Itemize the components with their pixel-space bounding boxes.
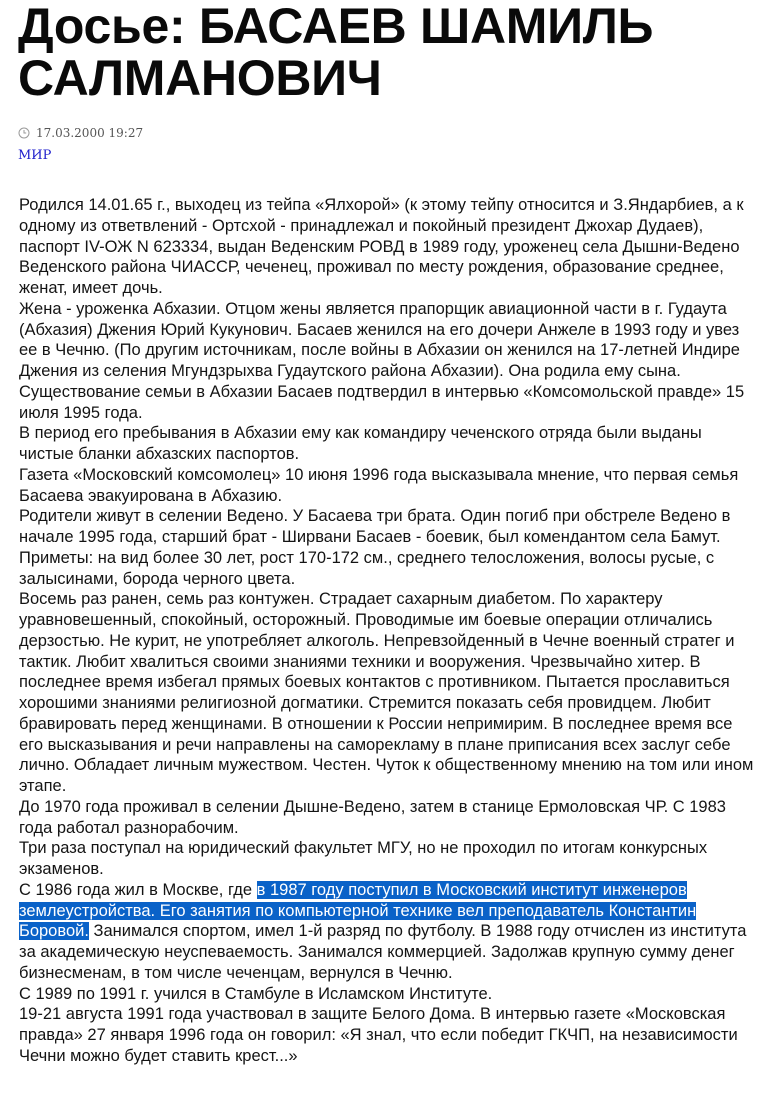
article-datetime: 17.03.2000 19:27 [36, 126, 144, 140]
paragraph-10-start: С 1986 года жил в Москве, где [19, 880, 257, 899]
paragraph-3: В период его пребывания в Абхазии ему как командиру чеченского отряда были выданы чистые бланки абхазских паспортов. [19, 424, 702, 463]
paragraph-5: Родители живут в селении Ведено. У Басаева три брата. Один погиб при обстреле Ведено в начале 1995 года, старший брат - Ширвани Басаев - боевик, был комендантом села Бамут. [19, 507, 731, 546]
paragraph-7: Восемь раз ранен, семь раз контужен. Страдает сахарным диабетом. По характеру уравновешенный, спокойный, осторожный. Проводимые им боевые операции отличались дерзостью. Не курит, не употребляет алкоголь. Непревзойденный в Чечне военный стратег и тактик. Любит хвалиться своими знаниями техники и вооружения. Чрезвычайно хитер. В последнее время избегал прямых боевых контактов с противником. Пытается прославиться хорошими знаниями религиозной догматики. Стремится показать себя провидцем. Любит бравировать перед женщинами. В отношении к России непримирим. В последнее время все его высказывания и речи направлены на саморекламу в плане приписания всех заслуг себе лично. Обладает личным мужеством. Честен. Чуток к общественному мнению на том или ином этапе. [19, 590, 754, 795]
paragraph-10 [19, 880, 759, 984]
paragraph-8: До 1970 года проживал в селении Дышне-Ведено, затем в станице Ермоловская ЧР. С 1983 года работал разнорабочим. [19, 797, 726, 837]
paragraph-1: Родился 14.01.65 г., выходец из тейпа «Ялхорой» (к этому тейпу относится и З.Яндарбиев, а к одному из ответвлений - Ортсхой - принадлежал и покойный президент Джохар Дудаев), паспорт IV-ОЖ N 623334, выдан Веденским РОВД в 1989 году, уроженец села Дышни-Ведено Веденского района ЧИАССР, чеченец, проживал по месту рождения, образование среднее, женат, имеет дочь. [19, 196, 744, 297]
article-meta [18, 126, 143, 140]
paragraph-6: Приметы: на вид более 30 лет, рост 170-172 см., среднего телосложения, волосы русые, с залысинами, борода черного цвета. [19, 548, 715, 588]
paragraph-10-end: Занимался спортом, имел 1-й разряд по футболу. В 1988 году отчислен из института за академическую неуспеваемость. Занимался коммерцией. Задолжав крупную сумму денег бизнесменам, в том числе чеченцам, вернулся в Чечню. [19, 922, 747, 982]
paragraph-12: 19-21 августа 1991 года участвовал в защите Белого Дома. В интервью газете «Московская правда» 27 января 1996 года он говорил: «Я знал, что если победит ГКЧП, на независимости Чечни можно будет ставить крест...» [19, 1005, 738, 1065]
category-link[interactable]: МИР [18, 148, 52, 163]
paragraph-9: Три раза поступал на юридический факультет МГУ, но не проходил по итогам конкурсных экзаменов. [19, 839, 708, 878]
article-title: Досье: БАСАЕВ ШАМИЛЬ САЛМАНОВИЧ [18, 0, 654, 106]
paragraph-2: Жена - уроженка Абхазии. Отцом жены является прапорщик авиационной части в г. Гудаута (Абхазия) Джения Юрий Кукунович. Басаев женился на его дочери Анжеле в 1993 году и увез ее в Чечню. (По другим источникам, после войны в Абхазии он женился на 17-летней Индире Джения из селения Мгундзрыхва Гудаутского района Абхазии). Она родила ему сына. Существование семьи в Абхазии Басаев подтвердил в интервью «Комсомольской правде» 15 июля 1995 года. [19, 299, 745, 422]
paragraph-4: Газета «Московский комсомолец» 10 июня 1996 года высказывала мнение, что первая семья Басаева эвакуирована в Абхазию. [19, 465, 739, 505]
selected-text-highlight[interactable]: в 1987 году поступил в Московский институт инженеров землеустройства. Его занятия по компьютерной технике вел преподаватель Константин Боровой. [19, 880, 697, 941]
clock-icon [18, 127, 30, 139]
article-body [19, 195, 759, 1067]
paragraph-11: С 1989 по 1991 г. учился в Стамбуле в Исламском Институте. [19, 984, 493, 1003]
